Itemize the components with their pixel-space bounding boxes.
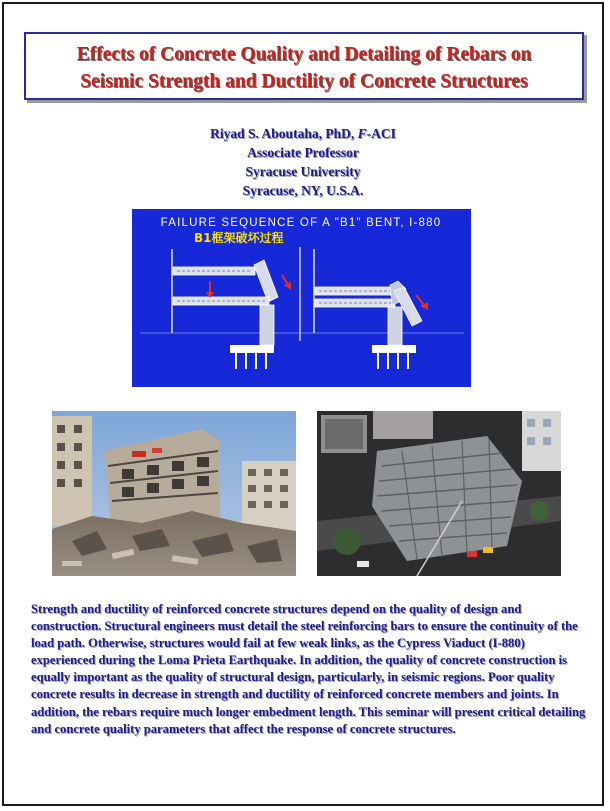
author-location: Syracuse, NY, U.S.A. bbox=[242, 183, 364, 198]
earthquake-damage-photo-1 bbox=[52, 411, 296, 576]
author-position: Associate Professor bbox=[247, 145, 359, 160]
author-university: Syracuse University bbox=[245, 164, 361, 179]
author-name: Riyad S. Aboutaha, PhD, F-ACI bbox=[210, 126, 396, 141]
figure-heading: FAILURE SEQUENCE OF A "B1" BENT, I-880 bbox=[160, 217, 442, 229]
title-line-2: Seismic Strength and Ductility of Concrete Structures bbox=[80, 71, 528, 92]
title-line-1: Effects of Concrete Quality and Detailing of Rebars on bbox=[76, 44, 532, 65]
document-title bbox=[26, 34, 582, 95]
title-box bbox=[24, 32, 584, 100]
bent-failure-diagram bbox=[132, 209, 471, 387]
earthquake-damage-photo-2 bbox=[317, 411, 561, 576]
bent-failure-figure bbox=[132, 209, 471, 387]
abstract-text: Strength and ductility of reinforced concrete structures depend on the quality of design and construction. Structural engineers must detail the steel reinforcing bars to ensure the continuity of the load path. Otherwise, structures would fail at few weak links, as the Cypress Viaduct (I-880) experienced during the Loma Prieta Earthquake. In addition, the quality of concrete construction is equally important as the quality of structural design, particularly, in seismic regions. Poor quality concrete results in decrease in strength and ductility of reinforced concrete members and joints. In addition, the rebars require much longer embedment length. This seminar will present critical detailing and concrete quality parameters that affect the response of concrete structures. bbox=[31, 602, 586, 736]
author-block bbox=[0, 124, 606, 200]
figure-chinese-label: B1框架破坏过程 bbox=[194, 231, 284, 245]
